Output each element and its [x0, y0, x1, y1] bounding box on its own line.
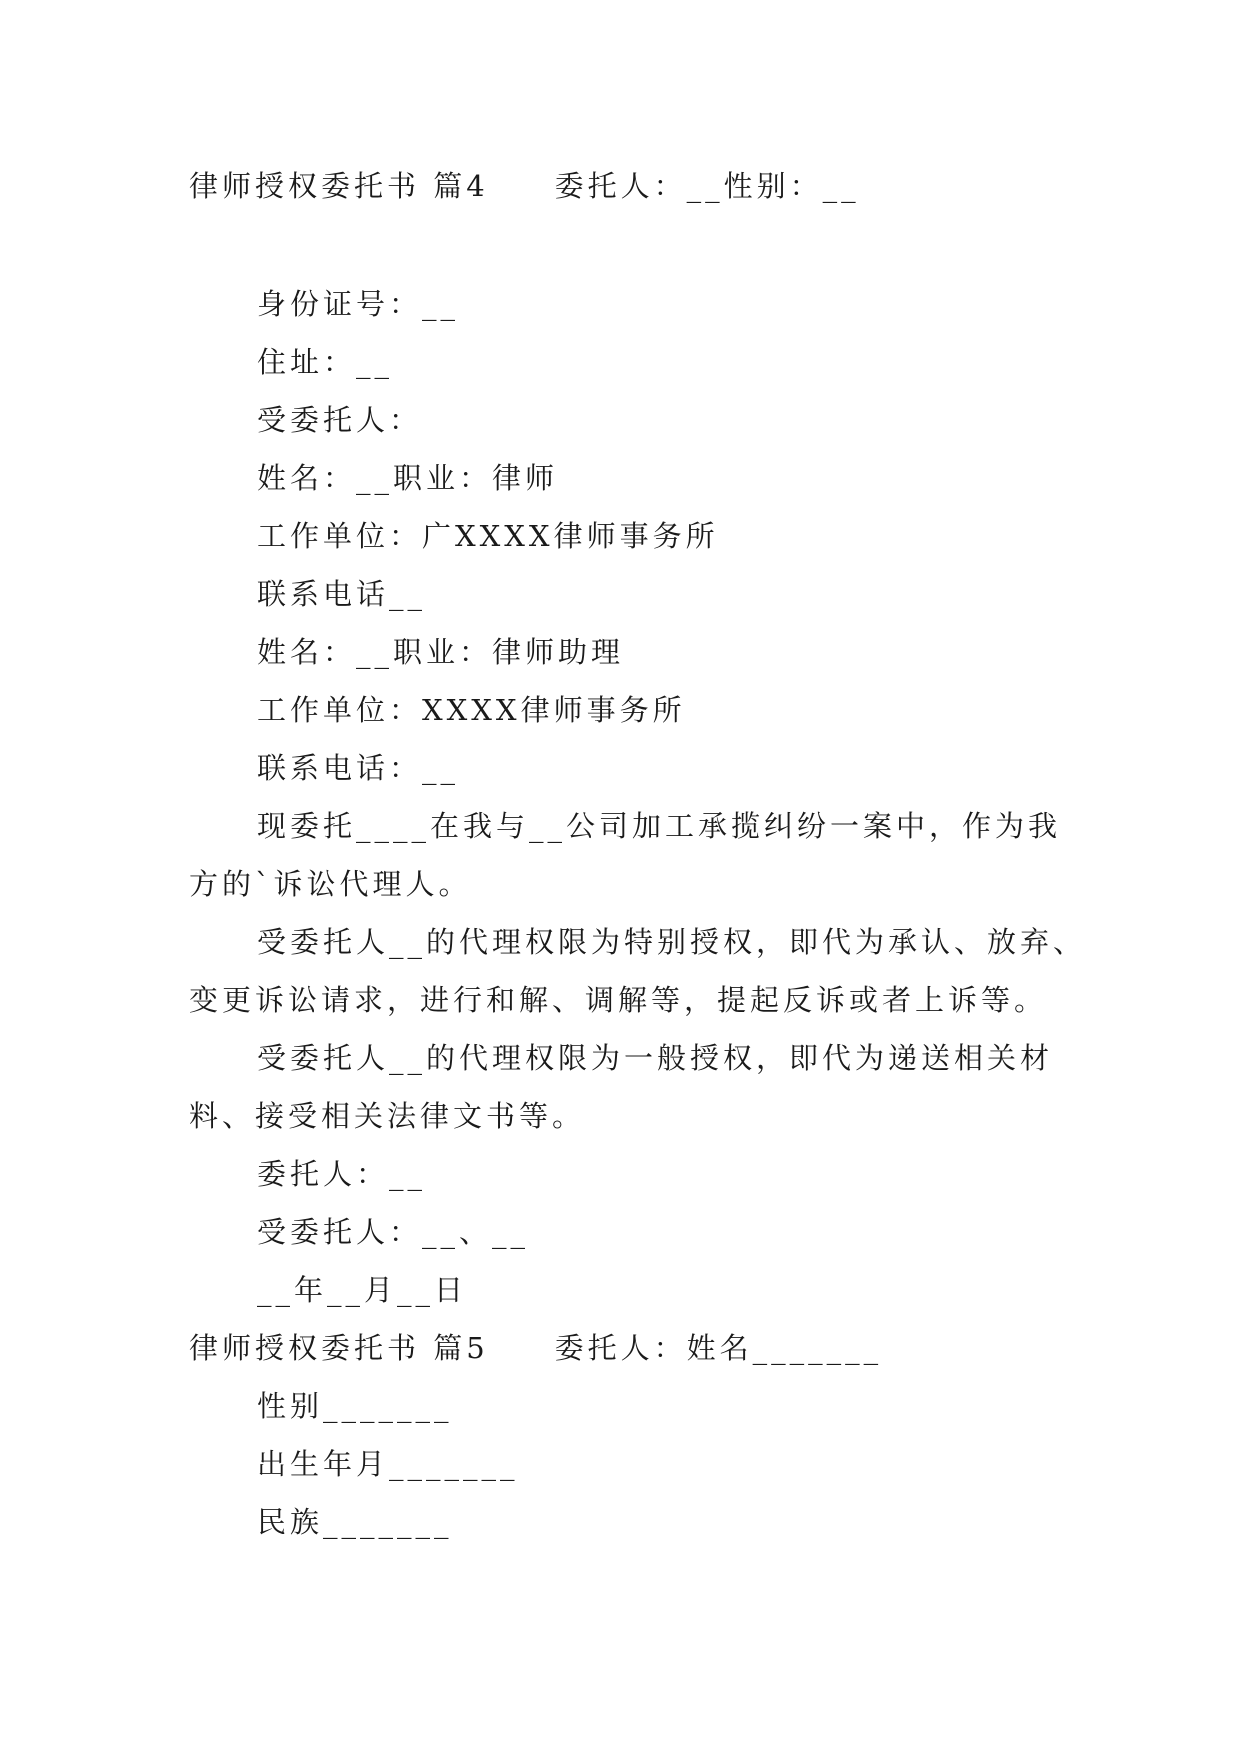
birth-date-line: 出生年月_______	[257, 1447, 519, 1481]
agent2-workplace-line: 工作单位：XXXX律师事务所	[257, 693, 686, 727]
general-authority-line1: 受委托人__的代理权限为一般授权，即代为递送相关材	[257, 1041, 1054, 1075]
principal-signature-line: 委托人：__	[257, 1157, 427, 1191]
agent1-workplace-line: 工作单位：广XXXX律师事务所	[257, 519, 719, 553]
general-authority-line2: 料、接受相关法律文书等。	[189, 1099, 586, 1133]
address-line: 住址：__	[257, 345, 394, 379]
special-authority-line1: 受委托人__的代理权限为特别授权，即代为承认、放弃、	[257, 925, 1087, 959]
heading-5-line: 律师授权委托书 篇5 委托人：姓名_______	[189, 1331, 883, 1365]
special-authority-line2: 变更诉讼请求，进行和解、调解等，提起反诉或者上诉等。	[189, 983, 1048, 1017]
entrust-paragraph-line1: 现委托____在我与__公司加工承揽纠纷一案中，作为我	[257, 809, 1062, 843]
agent1-phone-line: 联系电话__	[257, 577, 427, 611]
agent1-name-line: 姓名：__职业：律师	[257, 461, 559, 495]
gender-line: 性别_______	[257, 1389, 453, 1423]
id-number-line: 身份证号：__	[257, 287, 460, 321]
heading-4-line: 律师授权委托书 篇4 委托人：__性别：__	[189, 169, 860, 203]
agent2-name-line: 姓名：__职业：律师助理	[257, 635, 625, 669]
agent-label-line: 受委托人：	[257, 403, 423, 437]
agent-signature-line: 受委托人：__、__	[257, 1215, 530, 1249]
date-line: __年__月__日	[257, 1273, 468, 1307]
ethnicity-line: 民族_______	[257, 1505, 453, 1539]
agent2-phone-line: 联系电话：__	[257, 751, 460, 785]
entrust-paragraph-line2: 方的`诉讼代理人。	[189, 867, 472, 901]
